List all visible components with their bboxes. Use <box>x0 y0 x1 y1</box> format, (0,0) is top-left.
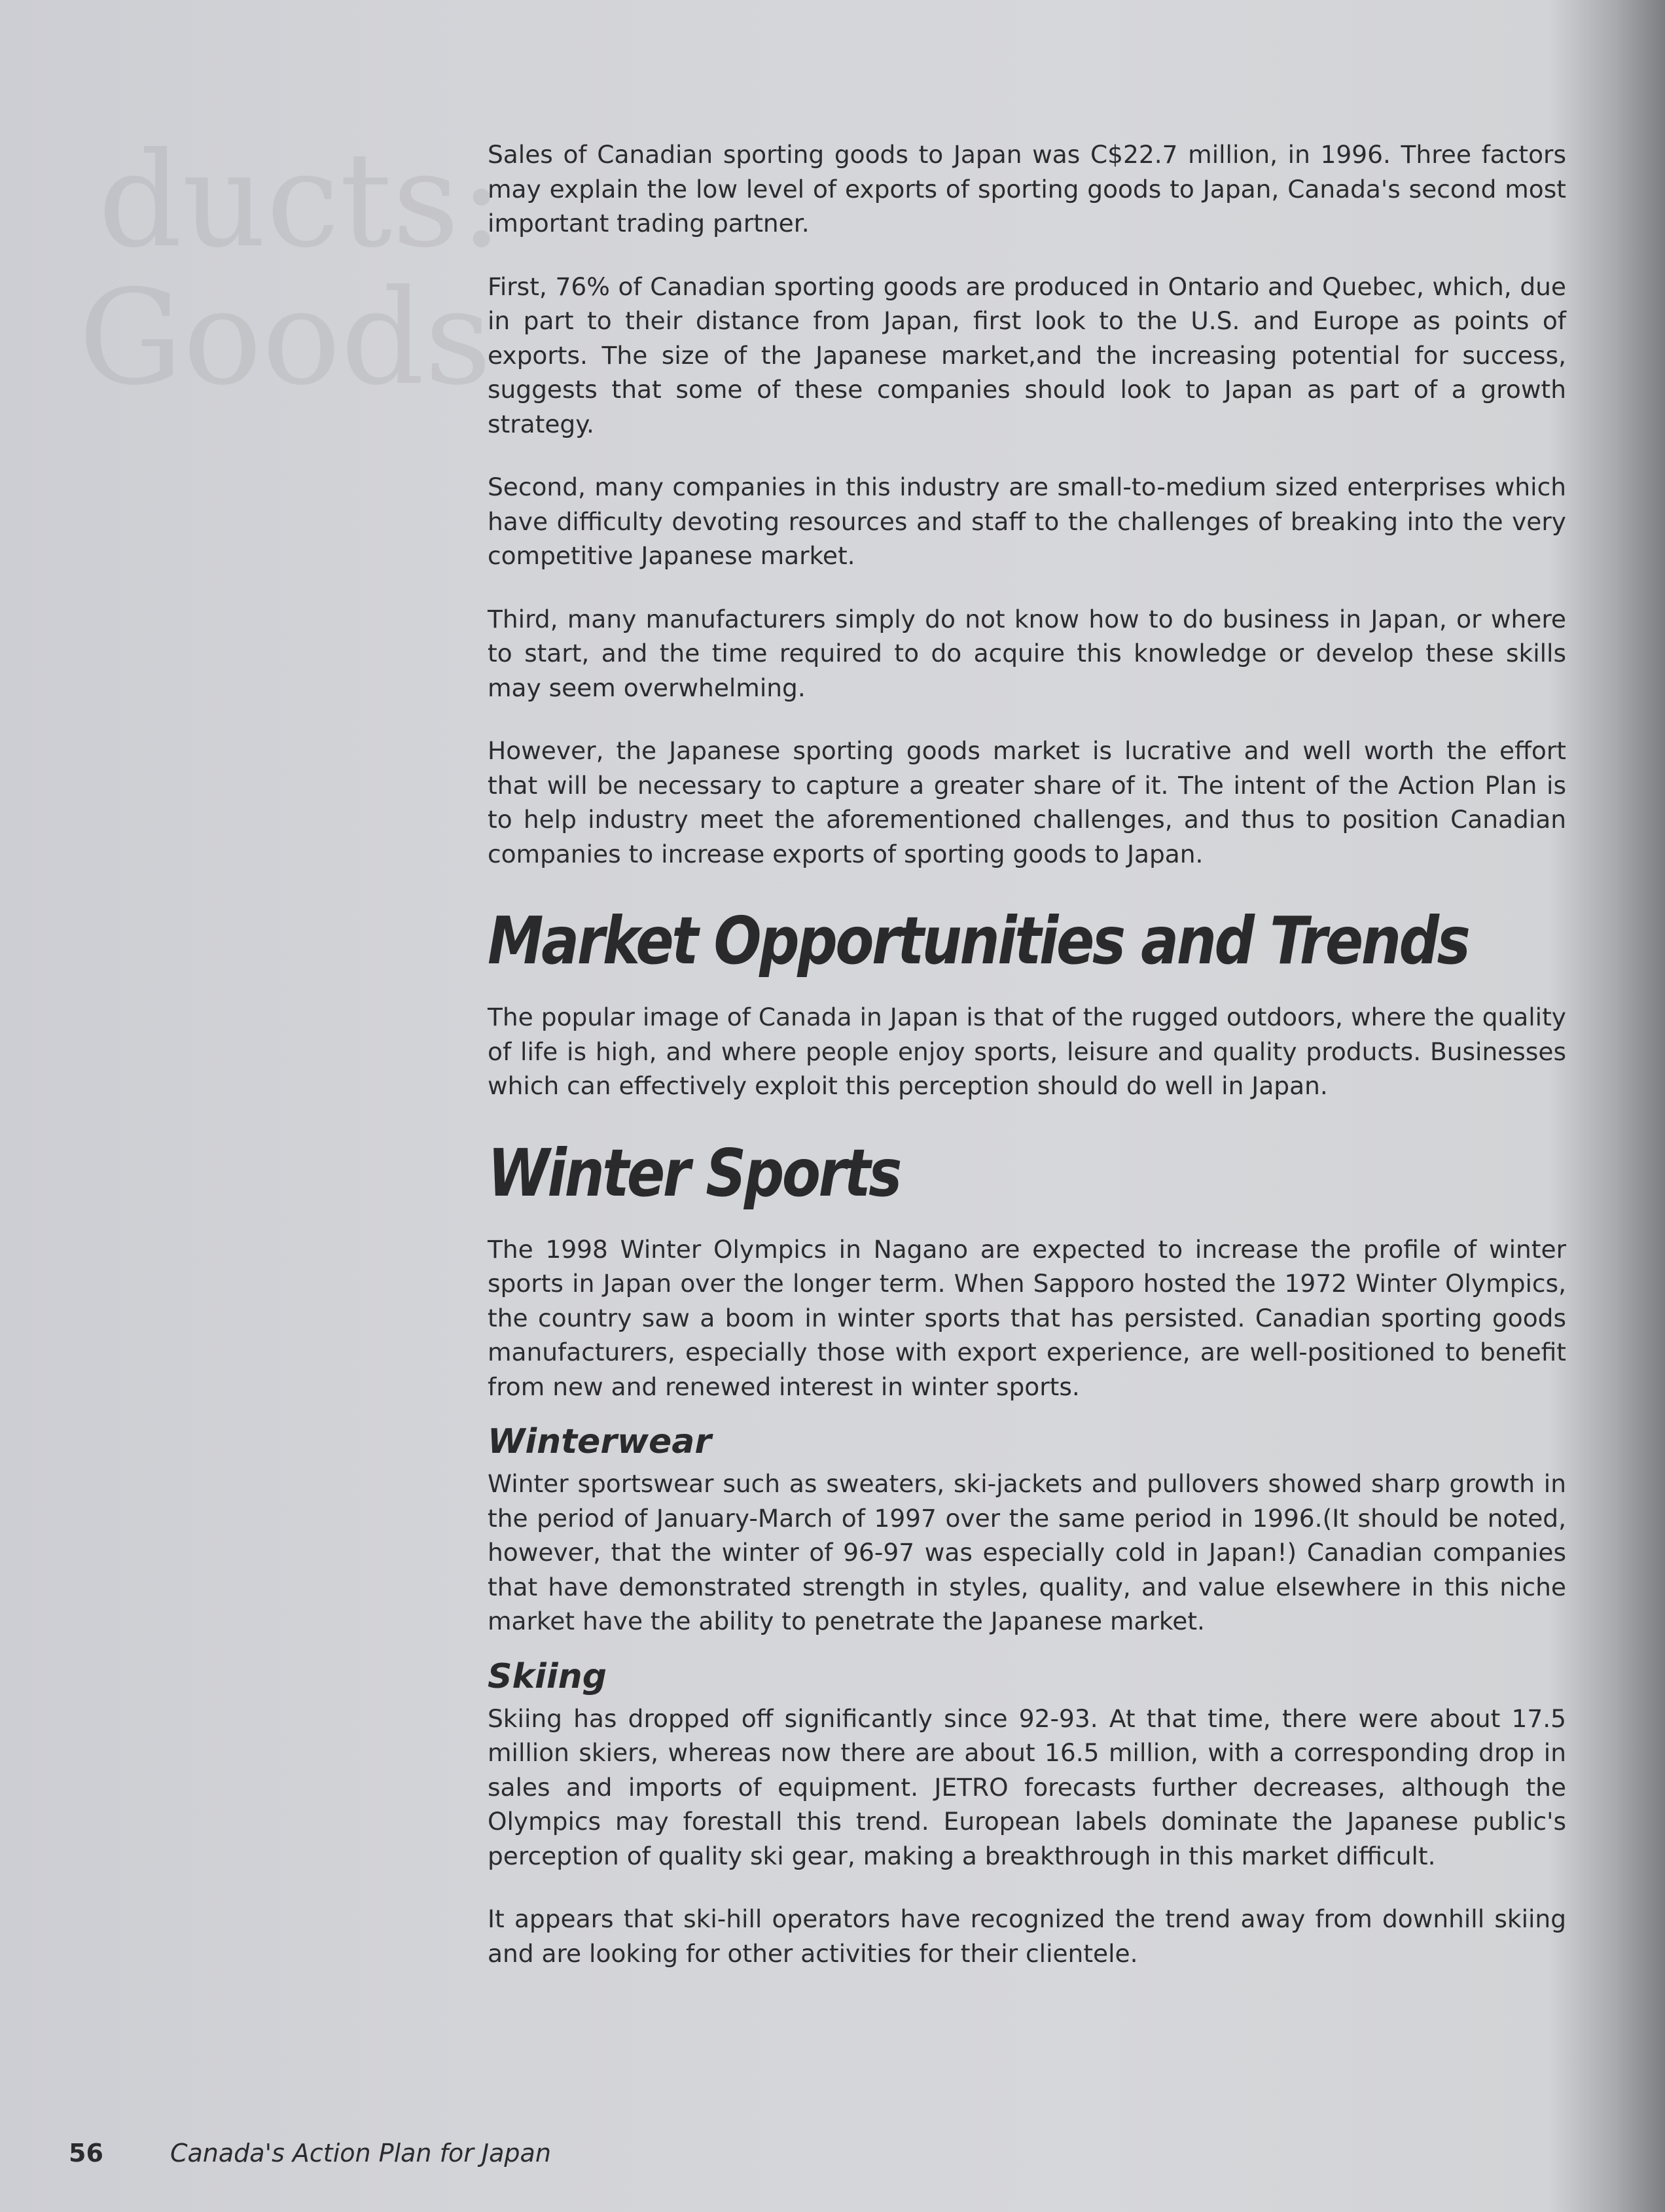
running-title: Canada's Action Plan for Japan <box>170 2139 551 2167</box>
page-footer <box>69 2139 551 2167</box>
market-opportunities-heading: Market Opportunities and Trends <box>488 902 1469 979</box>
bleed-through-lettering: ducts: <box>98 124 504 277</box>
market-opportunities-paragraph: The popular image of Canada in Japan is that of the rugged outdoors, where the quality of life is high, and where people enjoy sports, leisure and quality products. Businesses which can effectively exploit this perception should do well in Japan. <box>488 1003 1566 1100</box>
skiing-paragraph-2: It appears that ski-hill operators have recognized the trend away from downhill skiing and are looking for other activities for their clientele. <box>488 1904 1566 1968</box>
however-paragraph: However, the Japanese sporting goods market is lucrative and well worth the effort that will be necessary to capture a greater share of it. The intent of the Action Plan is to help industry meet the aforementioned challenges, and thus to position Canadian companies to increase exports of sporting goods to Japan. <box>488 736 1566 868</box>
third-factor-paragraph: Third, many manufacturers simply do not know how to do business in Japan, or where to start, and the time required to do acquire this knowledge or develop these skills may seem overwhelming. <box>488 604 1566 702</box>
winterwear-paragraph: Winter sportswear such as sweaters, ski-jackets and pullovers showed sharp growth in the period of January-March of 1997 over the same period in 1996.(It should be noted, however, that the winter of 96-97 was especially cold in Japan!) Canadian companies that have demonstrated strength in styles, quality, and value elsewhere in this niche market have the ability to penetrate the Japanese market. <box>488 1469 1566 1635</box>
winterwear-heading: Winterwear <box>488 1422 712 1461</box>
skiing-paragraph-1: Skiing has dropped off significantly since 92-93. At that time, there were about 17.5 million skiers, whereas now there are about 16.5 million, with a corresponding drop in sales and imports of equipment. JETRO forecasts further decreases, although the Olympics may forestall this trend. European labels dominate the Japanese public's perception of quality ski gear, making a breakthrough in this market difficult. <box>488 1704 1566 1870</box>
skiing-heading: Skiing <box>488 1656 607 1696</box>
second-factor-paragraph: Second, many companies in this industry are small-to-medium sized enterprises which have difficulty devoting resources and staff to the challenges of breaking into the very competitive Japanese market. <box>488 473 1566 570</box>
winter-sports-heading: Winter Sports <box>488 1134 900 1211</box>
first-factor-paragraph: First, 76% of Canadian sporting goods are produced in Ontario and Quebec, which, due in part to their distance from Japan, first look to the U.S. and Europe as points of exports. The size of the Japanese market,and the increasing potential for success, suggests that some of these companies should look to Japan as part of a growth strategy. <box>488 272 1566 438</box>
bleed-through-lettering: Goods <box>79 262 492 414</box>
page-number: 56 <box>69 2139 103 2167</box>
intro-paragraph: Sales of Canadian sporting goods to Japan was C$22.7 million, in 1996. Three factors may explain the low level of exports of sporting goods to Japan, Canada's second most important trading partner. <box>488 140 1566 238</box>
winter-sports-paragraph: The 1998 Winter Olympics in Nagano are expected to increase the profile of winter sports in Japan over the longer term. When Sapporo hosted the 1972 Winter Olympics, the country saw a boom in winter sports that has persisted. Canadian sporting goods manufacturers, especially those with export experience, are well-positioned to benefit from new and renewed interest in winter sports. <box>488 1234 1566 1401</box>
page-content <box>488 137 1566 1999</box>
